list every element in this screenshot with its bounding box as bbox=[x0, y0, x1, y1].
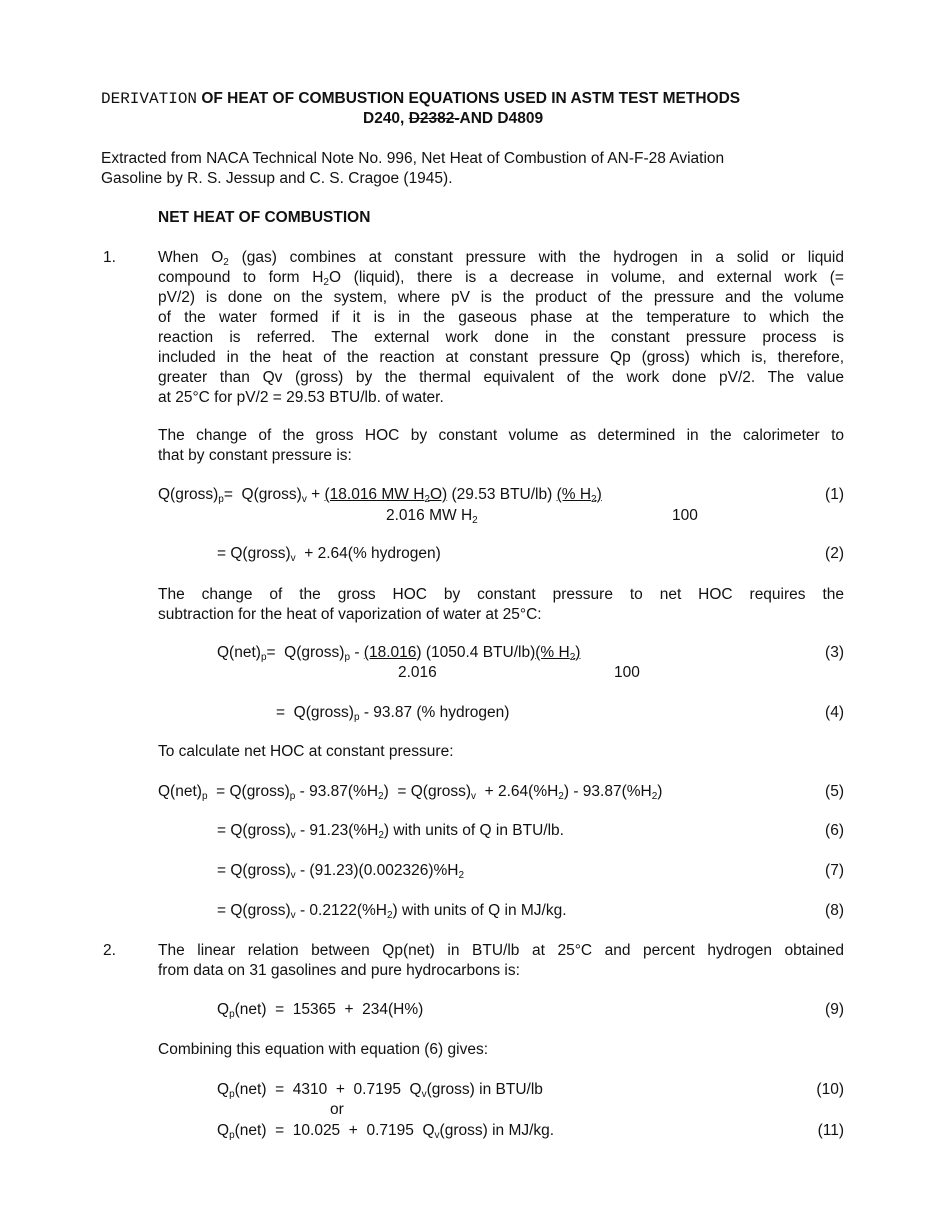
equation-2: = $Q(gross)_v + 2.64(\%$ hydrogen) bbox=[217, 545, 441, 564]
equation-10-label: (10) bbox=[816, 1081, 844, 1098]
item-1-line: included in the heat of the reaction at constant pressure Qp (gross) which is, therefore, bbox=[158, 349, 844, 366]
item-1-paragraph-4: To calculate net HOC at constant pressure: bbox=[158, 743, 454, 760]
equation-1: $Q(gross)_p=$ $Q(gross)_v + (18.016$ MW $H_2O$) (29.53 BTU/lb) (% $H_2$) bbox=[158, 486, 602, 505]
equation-1-denominator-2: 100 bbox=[672, 507, 698, 524]
paragraph-line: The change of the gross HOC by constant pressure to net HOC requires the bbox=[158, 586, 844, 603]
item-2-line: from data on 31 gasolines and pure hydrocarbons is: bbox=[158, 962, 520, 979]
item-1-line: pV/2) is done on the system, where pV is the product of the pressure and the volume bbox=[158, 289, 844, 306]
item-1-line: of the water formed if it is in the gaseous phase at the temperature to which the bbox=[158, 309, 844, 326]
equation-3-denominator-2: 100 bbox=[614, 664, 640, 681]
title-line2-b: AND D4809 bbox=[459, 110, 544, 127]
or-text: or bbox=[330, 1101, 344, 1118]
item-1-line: at 25°C for pV/2 = 29.53 BTU/lb. of water. bbox=[158, 389, 444, 406]
paragraph-line: that by constant pressure is: bbox=[158, 447, 352, 464]
equation-6-label: (6) bbox=[825, 822, 844, 839]
equation-7: = $Q(gross)_v - (91.23)(0.002326)\%H_2$ bbox=[217, 862, 465, 881]
item-1-number: 1. bbox=[103, 249, 116, 266]
combining-text: Combining this equation with equation (6) gives: bbox=[158, 1041, 488, 1058]
section-heading: NET HEAT OF COMBUSTION bbox=[158, 209, 371, 226]
equation-10: $Q_p(net) = 4310 + 0.7195$ $Q_v(gross)$ in BTU/lb bbox=[217, 1081, 543, 1100]
item-1-paragraph-2 bbox=[158, 426, 844, 466]
equation-3: $Q(net)_p=$ $Q(gross)_p - (18.016)$ (1050.4 BTU/lb)(% $H_2$) bbox=[217, 644, 581, 663]
document-title-line-1 bbox=[101, 90, 740, 108]
item-1-line: greater than Qv (gross) by the thermal equivalent of the work done pV/2. The value bbox=[158, 369, 844, 386]
paragraph-line: subtraction for the heat of vaporization of water at 25°C: bbox=[158, 606, 542, 623]
item-1-line: reaction is referred. The external work done in the constant pressure process is bbox=[158, 329, 844, 346]
item-1-paragraph bbox=[158, 248, 844, 408]
equation-1-label: (1) bbox=[825, 486, 844, 503]
item-2-line: The linear relation between Qp(net) in BTU/lb at 25°C and percent hydrogen obtained bbox=[158, 942, 844, 959]
equation-2-label: (2) bbox=[825, 545, 844, 562]
item-2-number: 2. bbox=[103, 942, 116, 959]
item-2-paragraph bbox=[158, 941, 844, 981]
source-line-1: Extracted from NACA Technical Note No. 996, Net Heat of Combustion of AN-F-28 Aviation bbox=[101, 150, 725, 167]
equation-6: = $Q(gross)_v - 91.23(\%H_2)$ with units of Q in BTU/lb. bbox=[217, 822, 564, 841]
document-title-line-2: D240, D2382-AND D4809 bbox=[363, 110, 544, 127]
equation-7-label: (7) bbox=[825, 862, 844, 879]
equation-9: $Q_p(net) = 15365 + 234(H\%)$ bbox=[217, 1001, 424, 1020]
title-prefix: DERIVATION bbox=[101, 90, 198, 108]
equation-5: $Q(net)_p$ = $Q(gross)_p - 93.87(\%H_2)$ = $Q(gross)_v + 2.64(\%H_2) - 93.87(\%H_2)$ bbox=[158, 783, 663, 802]
item-1-line: When $O_2$ (gas) combines at constant pressure with the hydrogen in a solid or liquid bbox=[158, 249, 844, 268]
equation-4: = $Q(gross)_p - 93.87$ (% hydrogen) bbox=[276, 704, 510, 723]
title-line2-a: D240, bbox=[363, 110, 405, 127]
equation-3-label: (3) bbox=[825, 644, 844, 661]
title-line1-rest: OF HEAT OF COMBUSTION EQUATIONS USED IN ASTM TEST METHODS bbox=[201, 90, 741, 107]
equation-4-label: (4) bbox=[825, 704, 844, 721]
equation-3-denominator-1: 2.016 bbox=[398, 664, 437, 681]
equation-8: = $Q(gross)_v - 0.2122(\%H_2)$ with units of Q in MJ/kg. bbox=[217, 902, 567, 921]
source-line-2: Gasoline by R. S. Jessup and C. S. Cragoe (1945). bbox=[101, 170, 453, 187]
paragraph-line: The change of the gross HOC by constant volume as determined in the calorimeter to bbox=[158, 427, 844, 444]
equation-5-label: (5) bbox=[825, 783, 844, 800]
item-1-paragraph-3 bbox=[158, 585, 844, 625]
equation-11-label: (11) bbox=[817, 1122, 844, 1139]
title-struck-designation: D2382 bbox=[408, 110, 455, 127]
item-1-line: compound to form $H_2O$ (liquid), there is a decrease in volume, and external work (= bbox=[158, 269, 844, 288]
equation-1-denominator-1: 2.016 MW $H_2$ bbox=[386, 507, 478, 526]
equation-9-label: (9) bbox=[825, 1001, 844, 1018]
equation-8-label: (8) bbox=[825, 902, 844, 919]
equation-11: $Q_p(net) = 10.025 + 0.7195$ $Q_v(gross)$ in MJ/kg. bbox=[217, 1122, 555, 1141]
